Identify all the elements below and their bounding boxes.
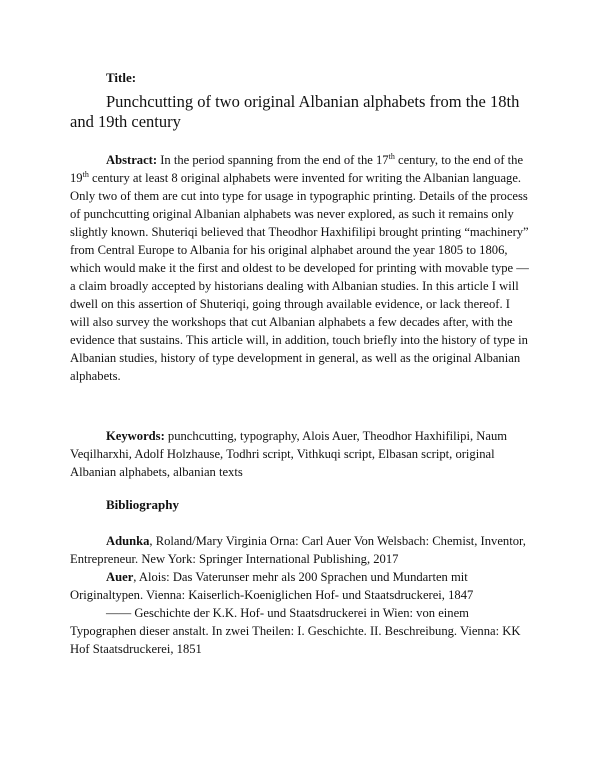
bibliography-list <box>70 532 532 658</box>
keywords-paragraph <box>70 427 532 481</box>
bibliography-heading: Bibliography <box>106 497 179 512</box>
title-label: Title: <box>106 70 137 85</box>
bibliography-entry <box>70 568 532 604</box>
bibliography-entry <box>70 604 532 658</box>
bibliography-author: Adunka <box>106 534 150 548</box>
bibliography-text: , Roland/Mary Virginia Orna: Carl Auer Von Welsbach: Chemist, Inventor, Entrepreneur. New York: Springer International Publishing, 2017 <box>70 534 526 566</box>
bibliography-author: Auer <box>106 570 134 584</box>
keywords-text: punchcutting, typography, Alois Auer, Theodhor Haxhifilipi, Naum Veqilharxhi, Adolf Holzhause, Todhri script, Vithkuqi script, Elbasan script, original Albanian alphabets, albanian texts <box>70 429 508 479</box>
abstract-text-1: In the period spanning from the end of the 17 <box>157 153 389 167</box>
abstract-paragraph <box>70 151 532 385</box>
abstract-text-3: century at least 8 original alphabets were invented for writing the Albanian language. Only two of them are cut into type for usage in typographic printing. Details of the process of punchcutting original Albanian alphabets was never explored, as such it remains only slightly known. Shuteriqi believed that Theodhor Haxhifilipi brought printing “machinery” from Central Europe to Albania for his original alphabet around the year 1805 to 1806, which would make it the first and oldest to be developed for printing with movable type — a claim broadly accepted by historians dealing with Albanian studies. In this article I will dwell on this assertion of Shuteriqi, going through available evidence, or lack thereof. I will also survey the workshops that cut Albanian alphabets a few decades after, with the evidence that sustains. This article will, in addition, touch briefly into the history of type in Albanian studies, history of type development in general, as well as the original Albanian alphabets. <box>70 171 529 383</box>
paper-title: Punchcutting of two original Albanian alphabets from the 18th and 19th century <box>70 92 520 131</box>
abstract-text-2: century, to the end of the 19 <box>70 153 524 185</box>
bibliography-text: , Alois: Das Vaterunser mehr als 200 Sprachen und Mundarten mit Originaltypen. Vienna: Kaiserlich-Koeniglichen Hof- und Staatsdruckerei, 1847 <box>70 570 474 602</box>
abstract-superscript-1: th <box>388 151 395 161</box>
abstract-superscript-2: th <box>82 169 89 179</box>
keywords-label: Keywords: <box>106 429 165 443</box>
abstract-label: Abstract: <box>106 153 158 167</box>
bibliography-text: —— Geschichte der K.K. Hof- und Staatsdruckerei in Wien: von einem Typographen dieser anstalt. In zwei Theilen: I. Geschichte. II. Beschreibung. Vienna: KK Hof Staatsdruckerei, 1851 <box>70 606 521 656</box>
bibliography-entry <box>70 532 532 568</box>
